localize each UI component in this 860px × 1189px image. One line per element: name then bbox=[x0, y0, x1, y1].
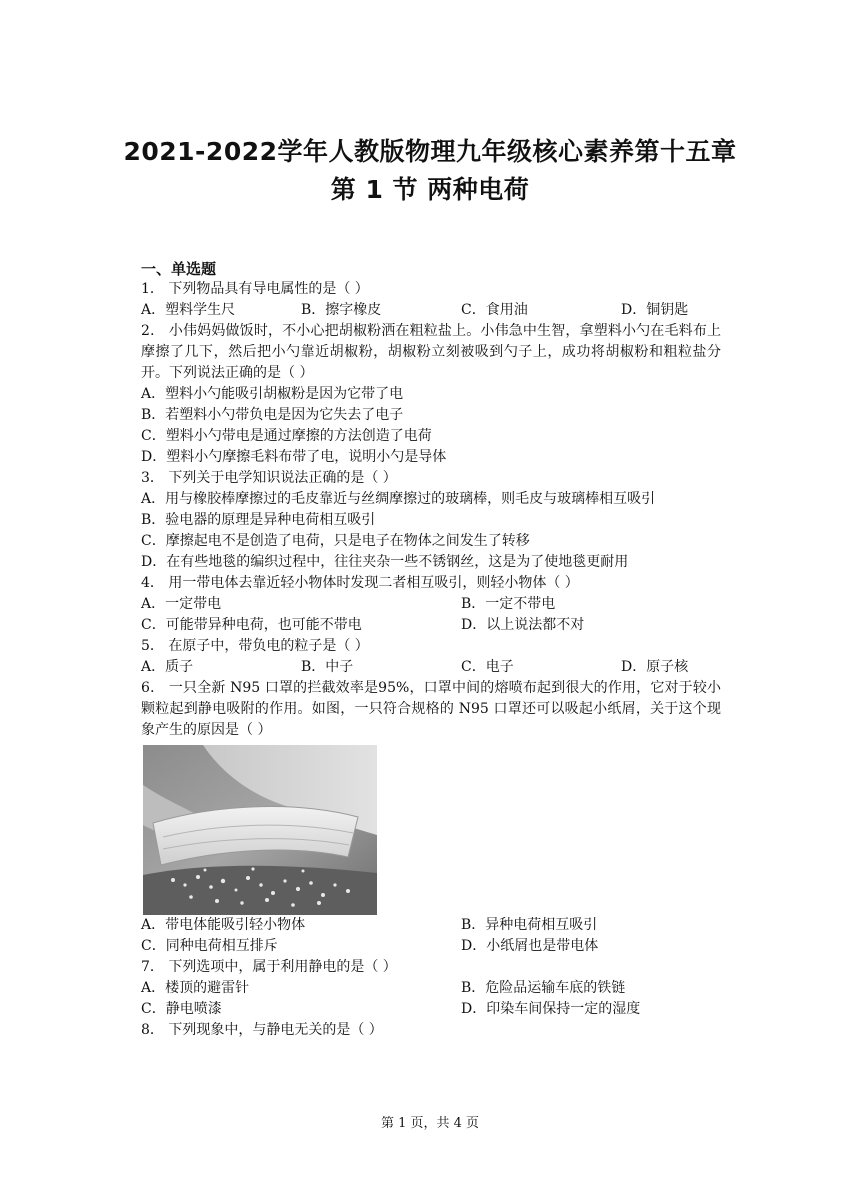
option-a: A．质子 bbox=[141, 659, 194, 675]
question-8-stem: 8． 下列现象中，与静电无关的是（ ） bbox=[141, 1022, 383, 1038]
option-d: D．印染车间保持一定的湿度 bbox=[461, 1001, 641, 1017]
question-6-options-row-1 bbox=[141, 915, 721, 936]
option-d: D．塑料小勺摩擦毛料布带了电，说明小勺是导体 bbox=[141, 449, 447, 465]
option-b: B．擦字橡皮 bbox=[301, 302, 382, 318]
option-c: C．静电喷漆 bbox=[141, 1001, 222, 1017]
option-b: B．异种电荷相互吸引 bbox=[461, 917, 598, 933]
question-7-options-row-1 bbox=[141, 978, 721, 999]
option-d: D．原子核 bbox=[621, 659, 689, 675]
question-4-options-row-1 bbox=[141, 594, 721, 615]
option-b: B．验电器的原理是异种电荷相互吸引 bbox=[141, 512, 376, 528]
question-6-stem: 6． 一只全新 N95 口罩的拦截效率是95%，口罩中间的熔喷布起到很大的作用，它对于较小颗粒起到静电吸附的作用。如图，一只符合规格的 N95 口罩还可以吸起小纸屑，关于这个现象产生的原因是（ ） bbox=[141, 680, 721, 738]
option-c: C．可能带异种电荷，也可能不带电 bbox=[141, 617, 362, 633]
option-b: B．若塑料小勺带负电是因为它失去了电子 bbox=[141, 407, 404, 423]
question-4-stem: 4． 用一带电体去靠近轻小物体时发现二者相互吸引，则轻小物体（ ） bbox=[141, 575, 579, 591]
option-a: A．楼顶的避雷针 bbox=[141, 980, 250, 996]
question-4-options-row-2 bbox=[141, 615, 721, 636]
option-d: D．铜钥匙 bbox=[621, 302, 689, 318]
option-b: B．一定不带电 bbox=[461, 596, 556, 612]
option-c: C．食用油 bbox=[461, 302, 528, 318]
option-c: C．摩擦起电不是创造了电荷，只是电子在物体之间发生了转移 bbox=[141, 533, 530, 549]
document-subtitle: 第 1 节 两种电荷 bbox=[330, 175, 530, 204]
option-a: A．塑料学生尺 bbox=[141, 302, 236, 318]
question-1-options bbox=[141, 300, 721, 321]
option-d: D．小纸屑也是带电体 bbox=[461, 938, 599, 954]
page-footer: 第 1 页，共 4 页 bbox=[380, 1116, 480, 1131]
option-d: D．以上说法都不对 bbox=[461, 617, 585, 633]
question-6-options-row-2 bbox=[141, 936, 721, 957]
question-2-stem: 2． 小伟妈妈做饭时，不小心把胡椒粉洒在粗粒盐上。小伟急中生智，拿塑料小勺在毛料布上摩擦了几下，然后把小勺靠近胡椒粉，胡椒粉立刻被吸到勺子上，成功将胡椒粉和粗粒盐分开。下列说法正确的是（ ） bbox=[141, 323, 721, 381]
option-c: C．塑料小勺带电是通过摩擦的方法创造了电荷 bbox=[141, 428, 432, 444]
option-c: C．电子 bbox=[461, 659, 514, 675]
question-5-options bbox=[141, 657, 721, 678]
question-3-stem: 3． 下列关于电学知识说法正确的是（ ） bbox=[141, 470, 397, 486]
option-a: A．用与橡胶棒摩擦过的毛皮靠近与丝绸摩擦过的玻璃棒，则毛皮与玻璃棒相互吸引 bbox=[141, 491, 656, 507]
mask-photo bbox=[143, 745, 377, 915]
option-b: B．危险品运输车底的铁链 bbox=[461, 980, 626, 996]
question-list bbox=[141, 279, 721, 1041]
mask-photo-image bbox=[143, 745, 377, 915]
question-7-stem: 7． 下列选项中，属于利用静电的是（ ） bbox=[141, 959, 397, 975]
option-a: A．一定带电 bbox=[141, 596, 222, 612]
question-7-options-row-2 bbox=[141, 999, 721, 1020]
section-heading: 一、单选题 bbox=[141, 260, 217, 278]
option-a: A．带电体能吸引轻小物体 bbox=[141, 917, 306, 933]
option-c: C．同种电荷相互排斥 bbox=[141, 938, 278, 954]
option-a: A．塑料小勺能吸引胡椒粉是因为它带了电 bbox=[141, 386, 404, 402]
option-b: B．中子 bbox=[301, 659, 354, 675]
document-title: 2021-2022学年人教版物理九年级核心素养第十五章 bbox=[123, 137, 737, 166]
option-d: D．在有些地毯的编织过程中，往往夹杂一些不锈钢丝，这是为了使地毯更耐用 bbox=[141, 554, 629, 570]
question-1-stem: 1． 下列物品具有导电属性的是（ ） bbox=[141, 281, 369, 297]
question-5-stem: 5． 在原子中，带负电的粒子是（ ） bbox=[141, 638, 369, 654]
